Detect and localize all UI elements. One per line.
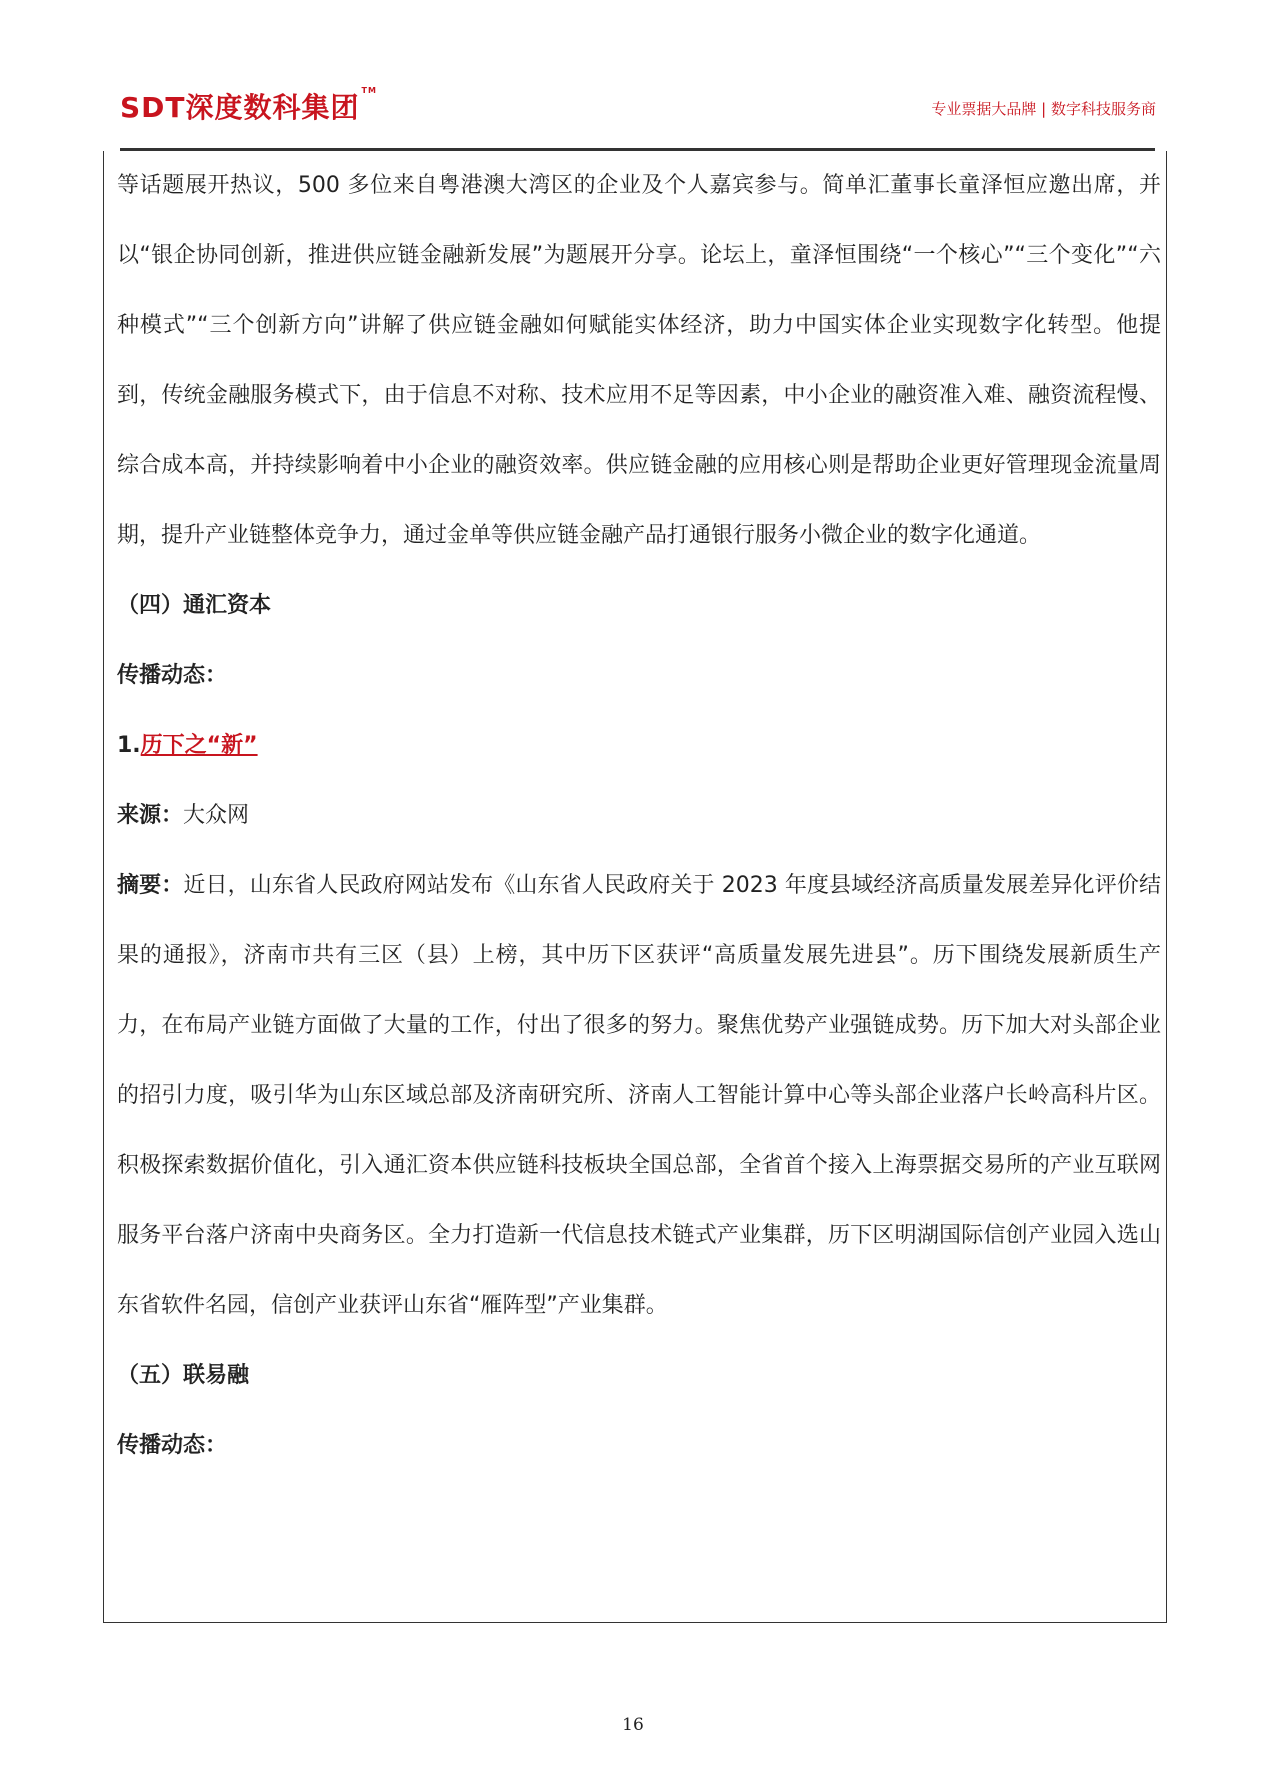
summary-text: 近日，山东省人民政府网站发布《山东省人民政府关于 2023 年度县域经济高质量发展差异化评价结果的通报》，济南市共有三区（县）上榜，其中历下区获评“高质量发展先进县”。历下围绕发展新质生产力，在布局产业链方面做了大量的工作，付出了很多的努力。聚焦优势产业强链成势。历下加大对头部企业的招引力度，吸引华为山东区域总部及济南研究所、济南人工智能计算中心等头部企业落户长岭高科片区。积极探索数据价值化，引入通汇资本供应链科技板块全国总部，全省首个接入上海票据交易所的产业互联网服务平台落户济南中央商务区。全力打造新一代信息技术链式产业集群，历下区明湖国际信创产业园入选山东省软件名园，信创产业获评山东省“雁阵型”产业集群。: [117, 873, 1161, 1318]
company-logo: [120, 86, 377, 126]
trademark-mark: TM: [361, 86, 377, 95]
page-header: [120, 86, 1156, 126]
spread-label: 传播动态：: [117, 663, 228, 688]
news-title-link[interactable]: 历下之“新”: [140, 733, 258, 758]
logo-text: SDT深度数科集团: [120, 91, 360, 124]
section-heading-lianyirong: （五）联易融: [117, 1363, 250, 1388]
content-frame: [103, 151, 1167, 1623]
source-row: [117, 781, 1161, 851]
spread-label: 传播动态：: [117, 1433, 228, 1458]
item-number: 1.: [117, 733, 141, 758]
source-value: 大众网: [183, 803, 250, 828]
section-heading-tonghui: （四）通汇资本: [117, 593, 272, 618]
summary-paragraph: [117, 851, 1161, 1341]
document-body: [117, 151, 1161, 1481]
paragraph-forum: 等话题展开热议，500 多位来自粤港澳大湾区的企业及个人嘉宾参与。简单汇董事长童泽恒应邀出席，并以“银企协同创新，推进供应链金融新发展”为题展开分享。论坛上，童泽恒围绕“一个核心”“三个变化”“六种模式”“三个创新方向”讲解了供应链金融如何赋能实体经济，助力中国实体企业实现数字化转型。他提到，传统金融服务模式下，由于信息不对称、技术应用不足等因素，中小企业的融资准入难、融资流程慢、综合成本高，并持续影响着中小企业的融资效率。供应链金融的应用核心则是帮助企业更好管理现金流量周期，提升产业链整体竞争力，通过金单等供应链金融产品打通银行服务小微企业的数字化通道。: [117, 173, 1161, 548]
source-label: 来源：: [117, 803, 184, 828]
news-item-title-row: [117, 711, 1161, 781]
summary-label: 摘要：: [117, 873, 184, 898]
page-number: 16: [622, 1715, 644, 1735]
header-slogan: 专业票据大品牌 | 数字科技服务商: [931, 100, 1156, 118]
